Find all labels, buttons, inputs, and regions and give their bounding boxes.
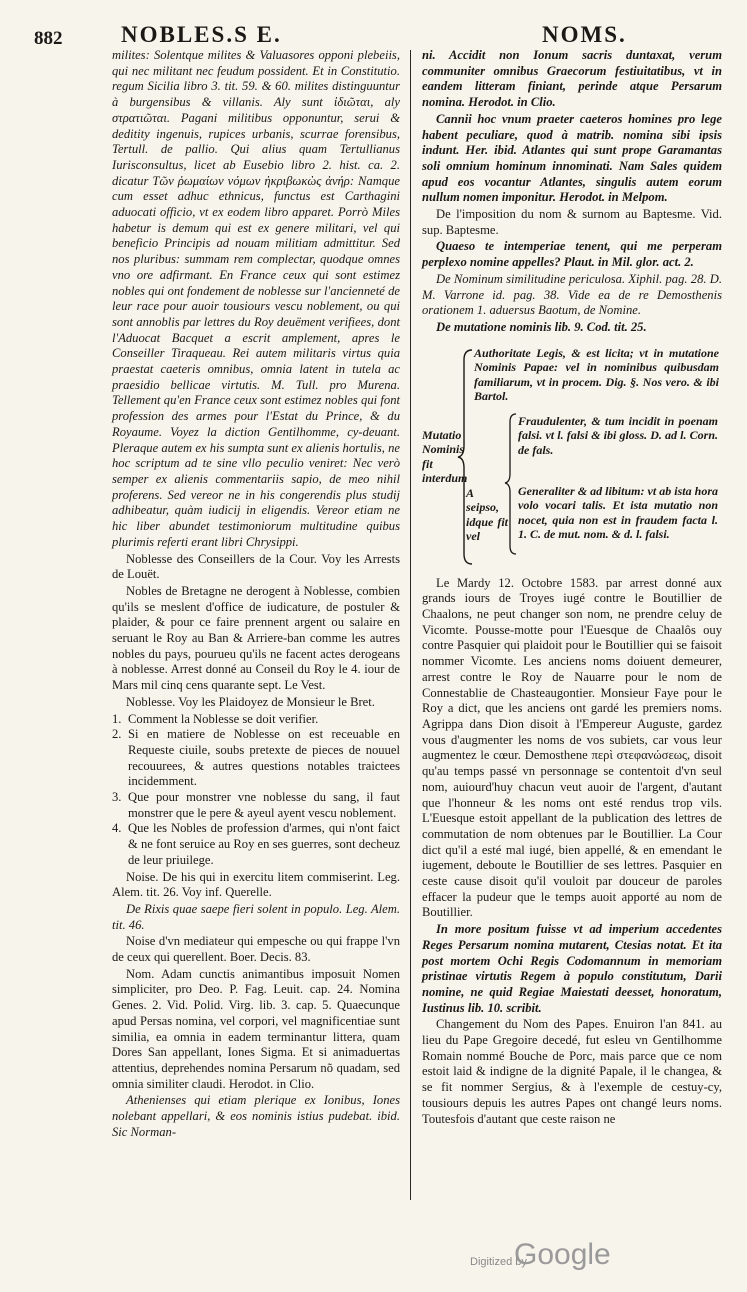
right-paragraph: De Nominum similitudine periculosa. Xiphil. pag. 28. D. M. Varrone id. pag. 38. Vide ea de re Demosthenis orationem 1. aduersus Baotum, de Nomine. <box>422 271 722 318</box>
list-text: Si en matiere de Noblesse on est receuable en Requeste ciuile, soubs pretexte de pieces de nouuel recouurees, & autres questions notables traictees incidemment. <box>128 727 400 789</box>
right-paragraph: De mutatione nominis lib. 9. Cod. tit. 25. <box>436 319 647 334</box>
tree-branch-generaliter: Generaliter & ad libitum: vt ab ista hora volo vocari talis. Et ista mutatio non nocet, quia non est in fraudem facta l. 1. C. de mut. nom. & d. l. falsi. <box>518 483 718 542</box>
left-paragraph: Nom. Adam cunctis animantibus imposuit Nomen simpliciter, pro Deo. P. Fag. Leuit. cap. 24. Nomina Genes. 2. Vid. Polid. Virg. lib. 3. cap. 5. Quaecunque apud Persas nomina, vel corpori, vel magnificentiae sunt similia, ea omnia in eadem terminantur littera, quam Dores San appellant, Iones Sigma. Et si animaduertas attentius, deprehendes nomina Persarum nõ quadam, sed omnia similiter claudi. Herodot. in Clio. <box>112 966 400 1091</box>
left-paragraph: Noblesse des Conseillers de la Cour. Voy les Arrests de Louët. <box>112 551 400 582</box>
left-column <box>112 48 400 1142</box>
list-text: Comment la Noblesse se doit verifier. <box>128 711 319 726</box>
mutatio-nominis-diagram <box>422 346 722 568</box>
list-item <box>112 727 400 790</box>
left-paragraph: Noblesse. Voy les Plaidoyez de Monsieur le Bret. <box>126 694 375 709</box>
left-paragraph: De Rixis quae saepe fieri solent in populo. Leg. Alem. tit. 46. <box>112 901 400 932</box>
running-head-right: NOMS. <box>542 22 627 47</box>
left-paragraph: Noise. De his qui in exercitu litem commiserint. Leg. Alem. tit. 26. Voy inf. Querelle. <box>112 869 400 900</box>
list-number: 2. <box>112 727 122 742</box>
list-text: Que pour monstrer vne noblesse du sang, il faut monstrer que le pere & ayeul ayent vescu noblement. <box>128 790 400 820</box>
right-paragraph: De l'imposition du nom & surnom au Baptesme. Vid. sup. Baptesme. <box>422 207 722 237</box>
tree-branch-fraudulenter: Fraudulenter, & tum incidit in poenam falsi. vt l. falsi & ibi gloss. D. ad l. Corn. de fals. <box>518 413 718 457</box>
google-logo: Google <box>514 1238 611 1271</box>
plaidoyez-list <box>112 712 400 869</box>
right-paragraph: Changement du Nom des Papes. Enuiron l'an 841. au lieu du Pape Gregoire decedé, fut esleu vn Gentilhomme Romain nommé Bouche de Porc, mais parce que ce nom estoit laid & indigne de la dignité Papale, il le changea, & se fit nommer Sergius, & à l'exemple de cestuy-cy, tousiours depuis les autres Papes ont changé leurs noms. Toutesfois d'autant que ceste raison ne <box>422 1017 722 1126</box>
left-paragraph: Noise d'vn mediateur qui empesche ou qui frappe l'vn de ceux qui querellent. Boer. Decis. 83. <box>112 934 400 965</box>
digitized-by-text: Digitized by <box>470 1256 527 1268</box>
running-head-left: NOBLES.S E. <box>121 22 282 47</box>
page-header <box>26 18 726 48</box>
tree-branch-label-seipso: A seipso, idque fit vel <box>466 485 508 544</box>
right-column <box>422 48 722 1128</box>
page-number: 882 <box>34 28 63 49</box>
digitized-watermark <box>470 1238 660 1278</box>
right-paragraph: ni. Accidit non Ionum sacris duntaxat, verum communiter omnibus Graecorum festiuitatibus, vt in eandem litteram finiant, perinde atque Persarum nomina. Herodot. in Clio. <box>422 48 722 110</box>
left-paragraph: Athenienses qui etiam plerique ex Ionibus, Iones nolebant appellari, & eos nominis istius pudebat. ibid. Sic Norman- <box>112 1093 400 1139</box>
right-paragraph: Cannii hoc vnum praeter caeteros homines pro lege habent peculiare, quod à matrib. nomina sibi ipsis indunt. Her. ibid. Atlantes qui sunt prope Garamantas soli omnium hominum innominati. Nam Sales quidem apud eos vocantur Atlantes, singulis autem eorum nullum nomen imponitur. Herodot. in Melpom. <box>422 111 722 205</box>
list-item <box>112 712 400 728</box>
list-number: 4. <box>112 821 122 836</box>
list-number: 3. <box>112 790 122 805</box>
list-text: Que les Nobles de profession d'armes, qui n'ont faict & ne font seruice au Roy en ses guerres, sont decheuz de leur priuilege. <box>128 821 400 867</box>
list-item <box>112 821 400 868</box>
tree-label: Mutatio Nominis fit interdum <box>422 427 468 486</box>
right-paragraph: In more positum fuisse vt ad imperium accedentes Reges Persarum nomina mutarent, Ctesias notat. Et ita post mortem Ochi Regis Codomannum in memoriam pristinae virtutis Regem à populo constitutum, Darii nomine, ne quid Regiae Maiestati deesset, honoratum, Iustinus lib. 10. scribit. <box>422 922 722 1015</box>
right-paragraph: Quaeso te intemperiae tenent, qui me perperam perplexo nomine appelles? Plaut. in Mil. glor. act. 2. <box>422 239 722 270</box>
left-paragraph: Nobles de Bretagne ne derogent à Noblesse, combien qu'ils se meslent d'office de iudicature, de postuler & plaider, & pour ce faire prennent argent ou salaire en seruant le Roy au Ban & Arriere-ban comme les autres nobles du pays, pourueu qu'ils ne facent actes derogeans à noblesse. Arrest donné au Conseil du Roy le 4. iour de Mars mil cinq cens quarante sept. Le Vest. <box>112 583 400 693</box>
list-item <box>112 790 400 821</box>
column-divider <box>410 50 411 1200</box>
right-paragraph: Le Mardy 12. Octobre 1583. par arrest donné aux grands iours de Troyes iugé contre le Boutillier de Chaalons, ne peut changer son nom, ne prendre celuy de Vicomte. Pousse-motte pour l'Euesque de Chaalôs ouy contre Pasquier qui plaidoit pour le Boutillier qui se faisoit nommer Vicomte. Les anciens noms doiuent demeurer, arrest contre le Roy de Nauarre pour le nom de Connestablie de Chasteaugontier. Monsieur Faye pour le Roy a dict, que les anciens ont gardé les premiers noms. Agrippa dans Dion disoit à l'Empereur Auguste, gardez vous d'augmenter les noms de vos subiets, car vous leur augmentez le cœur. Demosthene περὶ στεφανώσεως, disoit qu'au temps passé vn personnage se contentoit d'vn seul nom, auiourd'huy chacun veut auoir de l'argent, d'autant que l'honneur & les noms ont esté rendus trop vils. L'Euesque estoit appellant de la publication des lettres de commutation de nom obtenues par le Boutillier. La Cour dict qu'il a esté mal iugé, bien appellé, & en emendant le iugement, deboute le Boutillier de ses lettres. Pasquier en ceste cause disoit qu'il vouloit par douceur de paroles effacer la pudeur que le temps auoit apporté au nom de Boutillier. <box>422 575 722 920</box>
left-paragraph: milites: Solentque milites & Valuasores opponi plebeiis, qui nec militant nec feudum possident. Et in Constitutio. regum Sicilia libro 3. tit. 59. & 60. milites distinguuntur à burgensibus & villanis. Aly sunt ἰδιῶται, aly στρατιῶται. Pagani militibus opponuntur, serui & deditity ingenuis, rupices urbanis, scurrae forensibus, Tertull. de pallio. Qui alius quam Tertullianus Iurisconsultus, licet ab Eusebio libro 2. hist. ca. 2. dicatur Τῶν ῥωμαίων νόμων ἠκριβωκὼς ἀνήρ: Namque cum esset adhuc ethnicus, functus est Carthagini aduocati officio, vt ex eodem libro apparet. Porrò Miles habetur is demum qui est ex genere militari, vel qui beneficio Principis ad nouam militiam admittitur. Sed nos pluribus: summam rem complectar, quodque omnes vno ore adfirmant. En France ceux qui sont estimez nobles qui ont fondement de noblesse sur l'ancienneté de leur race pour auoir tousiours vescu noblement, ou qui sont annoblis par lettres du Roy deuëment verifiees, dont l'Aduocat Bacquet a escrit amplement, apres le Conseiller Tiraqueau. Rei autem militaris virtus quia praestat caeteris omnibus, omnia latent in tutela ac praesidio bellicae virtutis. M. Tull. pro Murena. Tellement qu'en France ceux sont estimez nobles qui font profession des armes pour l'Estat du Prince, & du Royaume. Voyez la diction Gentilhomme, cy-deuant. Pleraque autem ex his sumpta sunt ex alienis hortulis, ne hoc scriptum ad te sine vllo peculio veniret: Nec verò semper ex alienis commentariis sapio, de meo nihil proferens. Sed vereor ne in his congerendis plus studij adhibeatur, quàm iudicij in eligendis. Vereor etiam ne hic liber abundet testimoniorum multitudine quibus plurimis referti erant libri Chrysippi. <box>112 48 400 549</box>
tree-branch-legis: Authoritate Legis, & est licita; vt in mutatione Nominis Papae: vel in nominibus quibusdam familiarum, vt in procem. Dig. §. Nos vero. & ibi Bartol. <box>474 345 719 404</box>
list-number: 1. <box>112 711 122 726</box>
